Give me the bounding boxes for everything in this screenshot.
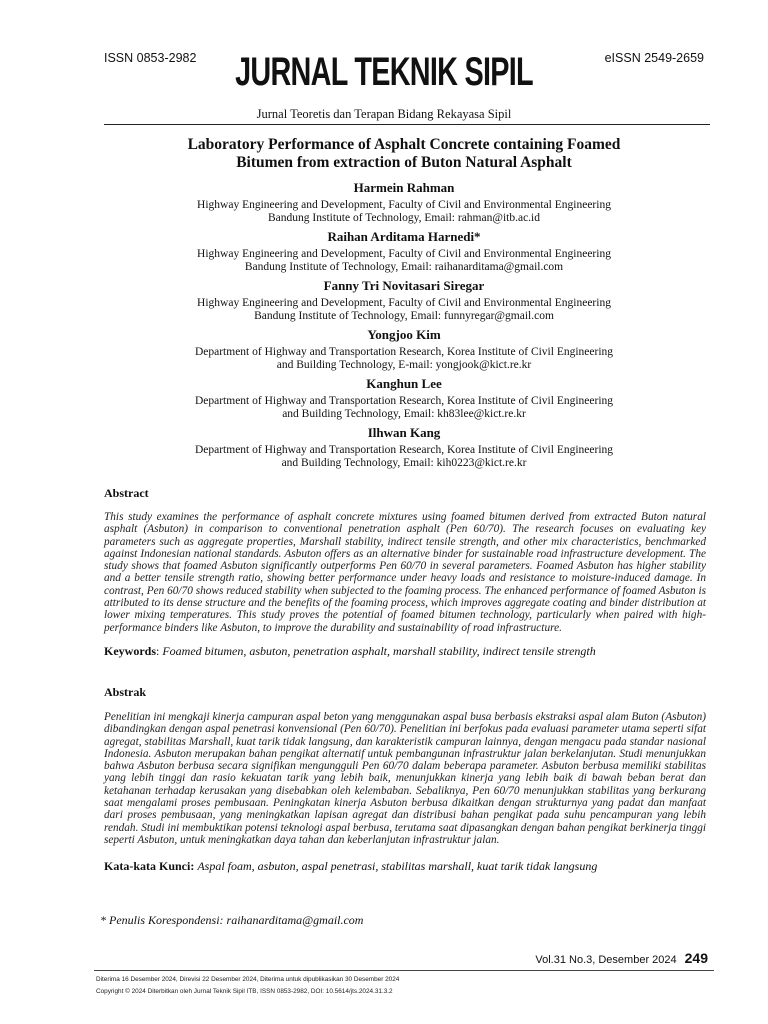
author-affiliation: and Building Technology, E-mail: yongjook@kict.re.kr (276, 359, 532, 371)
author-affiliation: and Building Technology, Email: kh83lee@kict.re.kr (282, 408, 526, 420)
keywords-label: Keywords (104, 643, 156, 658)
author-affiliation: Highway Engineering and Development, Faculty of Civil and Environmental Engineering (197, 248, 611, 260)
title-line: Bitumen from extraction of Buton Natural Asphalt (236, 154, 572, 171)
abstract-section (104, 486, 706, 658)
journal-name: JURNAL TEKNIK SIPIL (235, 50, 533, 94)
author-name: Raihan Arditama Harnedi* (327, 229, 481, 244)
title-line: Laboratory Performance of Asphalt Concrete containing Foamed (187, 136, 621, 153)
received-dates: Diterima 16 Desember 2024, Direvisi 22 Desember 2024, Diterima untuk dipublikasikan 30 Desember 2024 (96, 976, 400, 983)
author-block (104, 425, 704, 470)
volume-text: Vol.31 No.3, Desember 2024 (535, 954, 677, 966)
page-number: 249 (684, 950, 708, 966)
journal-header (0, 0, 768, 130)
journal-subtitle: Jurnal Teoretis dan Terapan Bidang Rekayasa Sipil (256, 107, 512, 121)
copyright-line: Copyright © 2024 Diterbitkan oleh Jurnal Teknik Sipil ITB, ISSN 0853-2982, DOI: 10.5614/jts.2024.31.3.2 (96, 988, 393, 995)
author-block (104, 180, 704, 225)
author-name: Yongjoo Kim (367, 327, 441, 342)
author-affiliation: Bandung Institute of Technology, Email: funnyregar@gmail.com (254, 310, 554, 322)
footer-divider (94, 970, 714, 971)
author-block (104, 327, 704, 372)
author-block (104, 278, 704, 323)
author-name: Harmein Rahman (353, 180, 455, 195)
issn: ISSN 0853-2982 (104, 51, 197, 65)
eissn: eISSN 2549-2659 (604, 51, 704, 65)
abstract-text: This study examines the performance of asphalt concrete mixtures using foamed bitumen derived from extracted Buton natural asphalt (Asbuton) in comparison to conventional penetration asphalt (Pen 60/70). The research focuses on evaluating key parameters such as aggregate properties, Marshall stability, indirect tensile strength, and other mix characteristics, benchmarked against Indonesian national standards. Asbuton offers as an alternative binder for sustainable road infrastructure development. The study shows that foamed Asbuton significantly outperforms Pen 60/70 in several parameters. Foamed Asbuton has higher stability and a better tensile strength ratio, showing better performance under heavy loads and resistance to moisture-induced damage. In contrast, Pen 60/70 shows reduced stability when subjected to the foaming process. The enhanced performance of foamed Asbuton is attributed to its dense structure and the benefits of the foaming process, which improves aggregate coating and binder distribution at lower mixing temperatures. This study proves the potential of foamed bitumen technology, particularly when paired with high-performance binders like Asbuton, to improve the durability and sustainability of road infrastructure. (104, 511, 706, 634)
kata-kunci-text: Aspal foam, asbuton, aspal penetrasi, stabilitas marshall, kuat tarik tidak langsung (197, 859, 598, 874)
keywords: Keywords: Foamed bitumen, asbuton, penetration asphalt, marshall stability, indirect tensile strength (104, 643, 596, 658)
abstrak-section (104, 685, 706, 873)
header-divider (104, 124, 710, 125)
author-affiliation: Highway Engineering and Development, Faculty of Civil and Environmental Engineering (197, 297, 611, 309)
kata-kunci (104, 859, 706, 873)
author-block (104, 229, 704, 274)
kata-kunci-label: Kata-kata Kunci: (104, 859, 195, 874)
paper-title (104, 136, 704, 172)
author-affiliation: Highway Engineering and Development, Faculty of Civil and Environmental Engineering (197, 199, 611, 211)
abstract-heading: Abstract (104, 486, 149, 500)
author-affiliation: Department of Highway and Transportation Research, Korea Institute of Civil Engineering (194, 346, 614, 358)
author-name: Kanghun Lee (366, 376, 442, 391)
author-affiliation: Bandung Institute of Technology, Email: rahman@itb.ac.id (268, 212, 540, 224)
author-affiliation: Department of Highway and Transportation Research, Korea Institute of Civil Engineering (194, 444, 614, 456)
author-affiliation: Department of Highway and Transportation Research, Korea Institute of Civil Engineering (194, 395, 614, 407)
author-name: Ilhwan Kang (367, 425, 441, 440)
author-list (104, 180, 704, 474)
correspondence-email: raihanarditama@gmail.com (226, 913, 364, 927)
author-affiliation: and Building Technology, Email: kih0223@kict.re.kr (281, 457, 527, 469)
author-affiliation: Bandung Institute of Technology, Email: raihanarditama@gmail.com (244, 261, 564, 273)
correspondence-prefix: * Penulis Korespondensi: (100, 913, 227, 927)
abstrak-heading: Abstrak (104, 685, 147, 699)
correspondence-note (100, 913, 363, 928)
author-block (104, 376, 704, 421)
author-name: Fanny Tri Novitasari Siregar (323, 278, 485, 293)
keywords-text: Foamed bitumen, asbuton, penetration asphalt, marshall stability, indirect tensile strength (162, 643, 596, 658)
volume-info (535, 950, 708, 966)
abstrak-text: Penelitian ini mengkaji kinerja campuran aspal beton yang menggunakan aspal busa berbasis ekstraksi aspal alam Buton (Asbuton) dibandingkan dengan aspal penetrasi konvensional (Pen 60/70). Penelitian ini berfokus pada evaluasi parameter utama seperti sifat agregat, stabilitas Marshall, kuat tarik tidak langsung, dan karakteristik campuran lainnya, dengan mengacu pada standar nasional Indonesia. Asbuton merupakan bahan pengikat alternatif untuk pembangunan infrastruktur jalan berkelanjutan. Studi menunjukkan bahwa Asbuton berbusa secara signifikan mengungguli Pen 60/70 dalam beberapa parameter. Asbuton berbusa memiliki stabilitas yang lebih tinggi dan rasio kekuatan tarik yang lebih baik, menunjukkan kinerja yang lebih baik di bawah beban berat dan ketahanan terhadap kerusakan yang disebabkan oleh kelembaban. Sebaliknya, Pen 60/70 menunjukkan stabilitas yang berkurang saat mengalami proses pembusaan. Peningkatan kinerja Asbuton berbusa dikaitkan dengan strukturnya yang padat dan manfaat dari proses pembusaan, yang meningkatkan lapisan agregat dan distribusi bahan pengikat pada suhu pencampuran yang lebih rendah. Studi ini membuktikan potensi teknologi aspal berbusa, terutama saat dipasangkan dengan bahan pengikat berkinerja tinggi seperti Asbuton, untuk meningkatkan daya tahan dan keberlanjutan infrastruktur jalan. (104, 711, 706, 846)
